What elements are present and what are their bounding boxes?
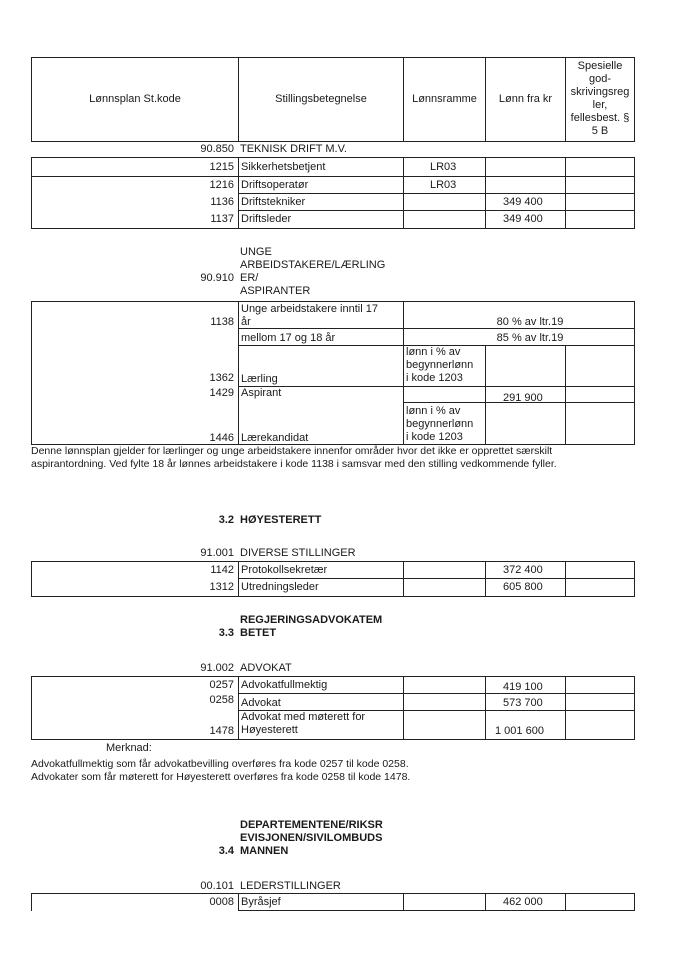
section-subtitle: LEDERSTILLINGER <box>240 880 341 892</box>
section-number: 3.4 <box>218 845 234 857</box>
section-note: Denne lønnsplan gjelder for lærlinger og unge arbeidstakere innenfor områder hvor det ikke er opprettet særskilt aspirantordning. Ved fylte 18 år lønnes arbeidstakere i kode 1138 i samsvar med den stilling vedkommende fyller. <box>31 445 557 470</box>
table-row-value: 85 % av ltr.19 <box>496 332 564 344</box>
table-row-code: 1216 <box>209 179 234 191</box>
header-col-special: Spesielle god- skrivingsreg ler, fellesbest. § 5 B <box>570 60 630 137</box>
header-col-title: Stillingsbetegnelse <box>275 93 367 105</box>
table-row-code: 1478 <box>209 725 234 737</box>
section-title: HØYESTERETT <box>240 514 322 526</box>
section-code: 91.002 <box>200 662 234 674</box>
table-row-title: mellom 17 og 18 år <box>241 332 336 344</box>
header-col-code: Lønnsplan St.kode <box>89 93 181 105</box>
table-row-code: 1312 <box>209 581 234 593</box>
table-row-title: Driftsoperatør <box>241 179 309 191</box>
table-row-value: 80 % av ltr.19 <box>496 316 564 328</box>
table-row-code: 1136 <box>210 196 234 208</box>
table-row-title: Utredningsleder <box>241 581 319 593</box>
merknad-label: Merknad: <box>106 742 152 754</box>
table-row-code: 1362 <box>209 372 234 384</box>
table-row-title: Advokat med møterett for Høyesterett <box>241 711 366 736</box>
table-row-salary: 605 800 <box>503 581 543 593</box>
table-row-title: Lærekandidat <box>241 432 309 444</box>
table-row-title: Driftsleder <box>241 213 292 225</box>
table-row-salary: 573 700 <box>503 697 543 709</box>
section-number: 3.3 <box>218 627 234 639</box>
table-row-code: 1215 <box>209 161 234 173</box>
section-note: Advokatfullmektig som får advokatbevilling overføres fra kode 0257 til kode 0258. Advokater som får møterett for Høyesterett overføres fra kode 0258 til kode 1478. <box>31 758 411 783</box>
section-title: DEPARTEMENTENE/RIKSR EVISJONEN/SIVILOMBUDS MANNEN <box>240 819 383 857</box>
table-row-code: 1137 <box>210 213 234 225</box>
table-row-range: lønn i % av begynnerlønn i kode 1203 <box>406 346 474 384</box>
header-col-range: Lønnsramme <box>412 93 477 105</box>
table-row-salary: 372 400 <box>503 564 543 576</box>
table-row-salary: 291 900 <box>503 392 543 404</box>
table-row-title: Unge arbeidstakere inntil 17 år <box>241 303 378 328</box>
table-row-range: lønn i % av begynnerlønn i kode 1203 <box>406 405 474 443</box>
section-title: REGJERINGSADVOKATEM BETET <box>240 614 383 639</box>
table-row-code: 0258 <box>209 694 234 706</box>
table-row-code: 1446 <box>209 432 234 444</box>
header-col-salary: Lønn fra kr <box>498 93 553 105</box>
table-row-code: 1138 <box>210 316 234 328</box>
section-title: UNGE ARBEIDSTAKERE/LÆRLING ER/ ASPIRANTER <box>240 246 386 297</box>
table-row-title: Aspirant <box>241 387 282 399</box>
section-title: TEKNISK DRIFT M.V. <box>240 143 347 155</box>
table-row-code: 1429 <box>209 387 234 399</box>
section-subtitle: ADVOKAT <box>240 662 292 674</box>
section-subtitle: DIVERSE STILLINGER <box>240 547 356 559</box>
table-row-range: LR03 <box>430 179 457 191</box>
table-row-salary: 419 100 <box>503 681 543 693</box>
table-row-title: Lærling <box>241 373 278 385</box>
table-row-title: Protokollsekretær <box>241 564 328 576</box>
table-row-title: Sikkerhetsbetjent <box>241 161 326 173</box>
table-row-title: Advokat <box>241 697 281 709</box>
section-code: 00.101 <box>200 880 234 892</box>
table-row-title: Driftstekniker <box>241 196 306 208</box>
table-row-code: 1142 <box>210 564 234 576</box>
section-number: 3.2 <box>218 514 234 526</box>
section-code: 90.850 <box>200 143 234 155</box>
table-row-salary: 349 400 <box>503 213 543 225</box>
table-row-salary: 462 000 <box>503 896 543 908</box>
table-row-code: 0008 <box>209 896 234 908</box>
section-code: 91.001 <box>200 547 234 559</box>
table-row-title: Advokatfullmektig <box>241 679 328 691</box>
section-code: 90.910 <box>200 272 234 284</box>
table-row-salary: 1 001 600 <box>495 725 544 737</box>
table-row-code: 0257 <box>209 679 234 691</box>
table-row-range: LR03 <box>430 161 457 173</box>
table-row-title: Byråsjef <box>241 896 281 908</box>
table-row-salary: 349 400 <box>503 196 543 208</box>
